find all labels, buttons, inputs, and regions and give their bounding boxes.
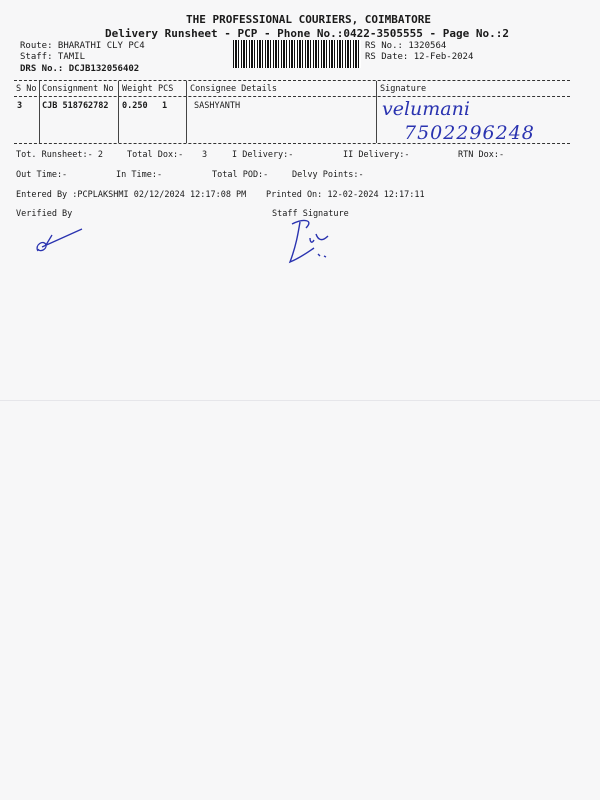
tot-runsheet: Tot. Runsheet:- 2 bbox=[16, 150, 103, 160]
col-header-weight: Weight bbox=[122, 84, 153, 94]
cell-pcs: 1 bbox=[162, 101, 168, 111]
verifier-signature bbox=[32, 225, 88, 257]
out-time: Out Time:- bbox=[16, 170, 68, 180]
cell-consignment: CJB 518762782 bbox=[42, 101, 109, 111]
drs-number: DRS No.: DCJB132056402 bbox=[20, 64, 140, 74]
staff-signature bbox=[284, 214, 344, 266]
col-separator bbox=[39, 81, 40, 143]
printed-on: Printed On: 12-02-2024 12:17:11 bbox=[266, 190, 425, 200]
rtn-dox: RTN Dox:- bbox=[458, 150, 505, 160]
barcode bbox=[233, 40, 361, 68]
staff-text: Staff: TAMIL bbox=[20, 52, 86, 62]
verified-by-label: Verified By bbox=[16, 209, 73, 219]
total-pod: Total POD:- bbox=[212, 170, 269, 180]
ii-delivery: II Delivery:- bbox=[343, 150, 410, 160]
delvy-points: Delvy Points:- bbox=[292, 170, 364, 180]
col-header-consignment: Consignment No bbox=[42, 84, 114, 94]
col-header-consignee: Consignee Details bbox=[190, 84, 277, 94]
col-separator bbox=[376, 81, 377, 143]
col-header-signature: Signature bbox=[380, 84, 427, 94]
table-top-rule bbox=[14, 80, 570, 81]
rs-date: RS Date: 12-Feb-2024 bbox=[365, 52, 474, 62]
col-header-pcs: PCS bbox=[158, 84, 174, 94]
paper-fold bbox=[0, 400, 600, 401]
col-header-sno: S No bbox=[16, 84, 37, 94]
table-bottom-rule bbox=[14, 143, 570, 144]
total-dox-value: 3 bbox=[202, 150, 208, 160]
handwritten-receiver-name: velumani bbox=[382, 98, 470, 120]
staff-signature-label: Staff Signature bbox=[272, 209, 349, 219]
runsheet-subtitle: Delivery Runsheet - PCP - Phone No.:0422-3505555 - Page No.:2 bbox=[105, 27, 509, 40]
col-separator bbox=[186, 81, 187, 143]
cell-consignee: SASHYANTH bbox=[194, 101, 241, 111]
cell-weight: 0.250 bbox=[122, 101, 148, 111]
route-text: Route: BHARATHI CLY PC4 bbox=[20, 41, 145, 51]
in-time: In Time:- bbox=[116, 170, 163, 180]
col-separator bbox=[118, 81, 119, 143]
rs-number: RS No.: 1320564 bbox=[365, 41, 447, 51]
table-header-rule bbox=[14, 96, 570, 97]
company-title: THE PROFESSIONAL COURIERS, COIMBATORE bbox=[186, 13, 432, 26]
i-delivery: I Delivery:- bbox=[232, 150, 294, 160]
handwritten-receiver-phone: 7502296248 bbox=[404, 122, 535, 144]
entered-by: Entered By :PCPLAKSHMI 02/12/2024 12:17:08 PM bbox=[16, 190, 247, 200]
cell-sno: 3 bbox=[17, 101, 23, 111]
total-dox-label: Total Dox:- bbox=[127, 150, 184, 160]
